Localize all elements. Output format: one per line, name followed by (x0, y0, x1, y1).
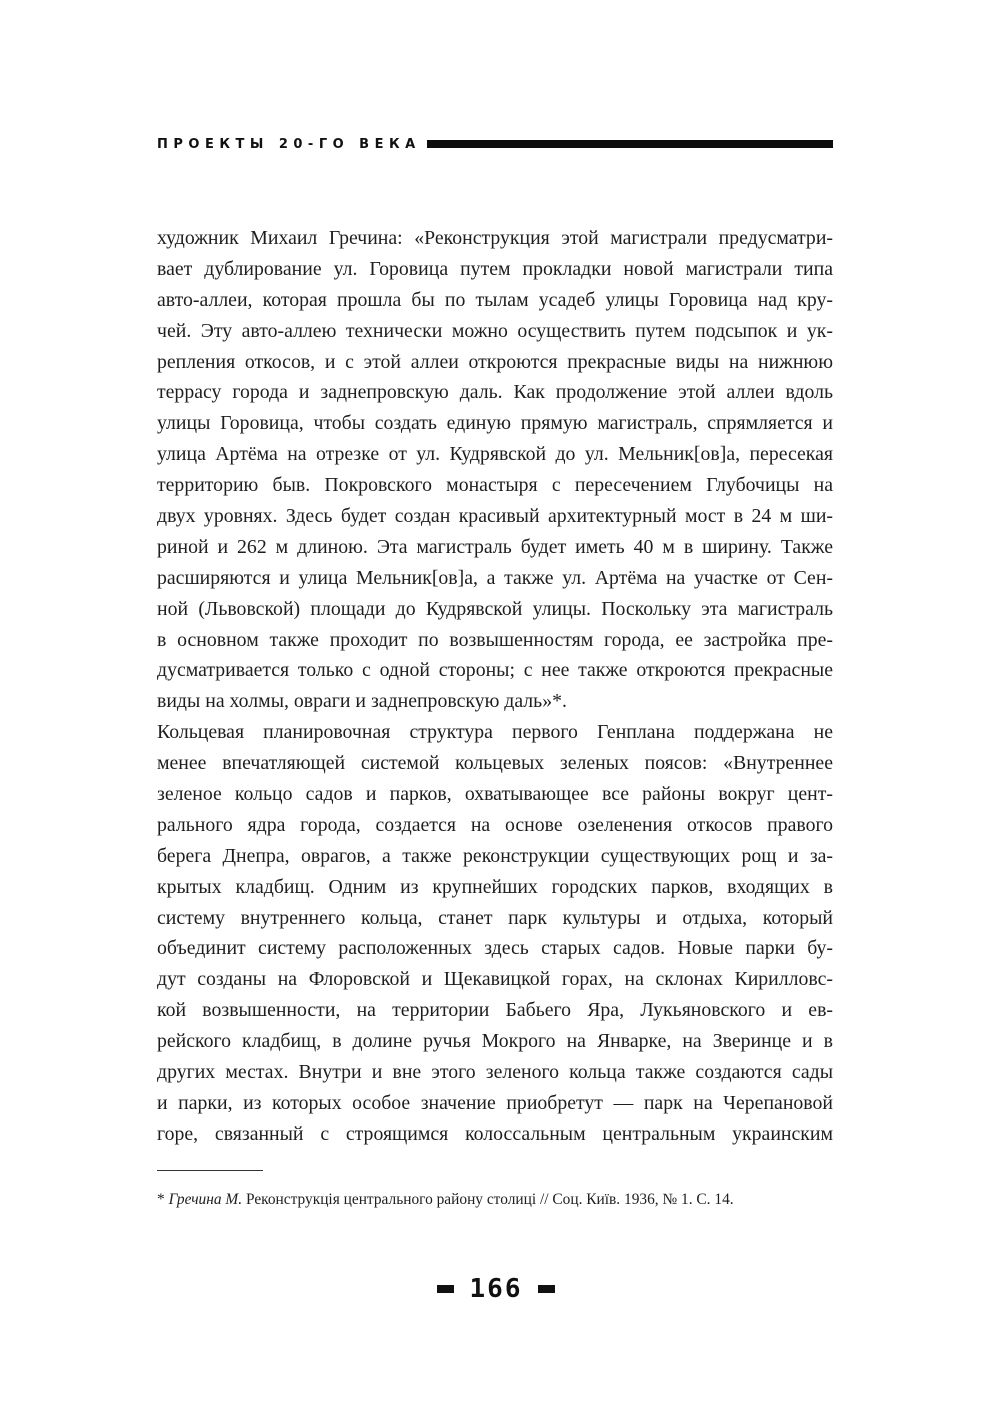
text-line: в основном также проходит по возвышенностям города, ее застройка пре- (157, 628, 833, 651)
footnote (157, 1190, 833, 1210)
text-line: менее впечатляющей системой кольцевых зеленых поясов: «Внутреннее (157, 752, 833, 775)
page-number (0, 1274, 992, 1304)
text-line: зеленое кольцо садов и парков, охватывающее все районы вокруг цент- (157, 783, 833, 806)
text-line: вает дублирование ул. Горовица путем прокладки новой магистрали типа (157, 257, 833, 280)
main-text (157, 223, 833, 1150)
footnote-author: Гречина М. (168, 1191, 243, 1208)
text-line: ной (Львовской) площади до Кудрявской улицы. Поскольку эта магистраль (157, 597, 833, 620)
header-rule (427, 140, 833, 148)
text-line: крытых кладбищ. Одним из крупнейших городских парков, входящих в (157, 875, 833, 898)
running-header-title: ПРОЕКТЫ 20-ГО ВЕКА (157, 136, 421, 152)
text-line: террасу города и заднепровскую даль. Как продолжение этой аллеи вдоль (157, 381, 833, 404)
text-line: объединит систему расположенных здесь старых садов. Новые парки бу- (157, 937, 833, 960)
text-line: берега Днепра, оврагов, а также реконструкции существующих рощ и за- (157, 844, 833, 867)
footnote-separator (157, 1170, 263, 1171)
text-line: рального ядра города, создается на основе озеленения откосов правого (157, 813, 833, 836)
text-line: улица Артёма на отрезке от ул. Кудрявской до ул. Мельник[ов]а, пересекая (157, 443, 833, 466)
page-number-value: 166 (469, 1274, 523, 1304)
text-line: расширяются и улица Мельник[ов]а, а также ул. Артёма на участке от Сен- (157, 566, 833, 589)
text-line: репления откосов, и с этой аллеи откроются прекрасные виды на нижнюю (157, 350, 833, 373)
text-line: кой возвышенности, на территории Бабьего Яра, Лукьяновского и ев- (157, 999, 833, 1022)
text-line: авто-аллеи, которая прошла бы по тылам усадеб улицы Горовица над кру- (157, 288, 833, 311)
text-line: дут созданы на Флоровской и Щекавицкой горах, на склонах Кирилловс- (157, 968, 833, 991)
text-line: рейского кладбищ, в долине ручья Мокрого на Январке, на Зверинце и в (157, 1030, 833, 1053)
text-line: улицы Горовица, чтобы создать единую прямую магистраль, спрямляется и (157, 412, 833, 435)
text-line: риной и 262 м длиною. Эта магистраль будет иметь 40 м в ширину. Также (157, 535, 833, 558)
text-line: других местах. Внутри и вне этого зеленого кольца также создаются сады (157, 1061, 833, 1084)
text-line: Кольцевая планировочная структура первого Генплана поддержана не (157, 721, 833, 744)
text-line: горе, связанный с строящимся колоссальным центральным украинским (157, 1122, 833, 1145)
page-number-right-mark (538, 1285, 555, 1293)
footnote-text: Реконструкція центрального району столиці // Соц. Київ. 1936, № 1. С. 14. (245, 1191, 734, 1208)
text-line: и парки, из которых особое значение приобретут — парк на Черепановой (157, 1091, 833, 1114)
text-line: виды на холмы, овраги и заднепровскую даль»*. (157, 690, 567, 713)
text-line: двух уровнях. Здесь будет создан красивый архитектурный мост в 24 м ши- (157, 505, 833, 528)
text-line: территорию быв. Покровского монастыря с пересечением Глубочицы на (157, 474, 833, 497)
text-line: чей. Эту авто-аллею технически можно осуществить путем подсыпок и ук- (157, 319, 833, 342)
running-header (157, 137, 833, 151)
footnote-marker: * (157, 1191, 165, 1208)
text-line: художник Михаил Гречина: «Реконструкция этой магистрали предусматри- (157, 227, 833, 249)
text-line: систему внутреннего кольца, станет парк культуры и отдыха, который (157, 906, 833, 929)
text-line: дусматривается только с одной стороны; с нее также откроются прекрасные (157, 659, 833, 682)
page-number-left-mark (437, 1285, 454, 1293)
